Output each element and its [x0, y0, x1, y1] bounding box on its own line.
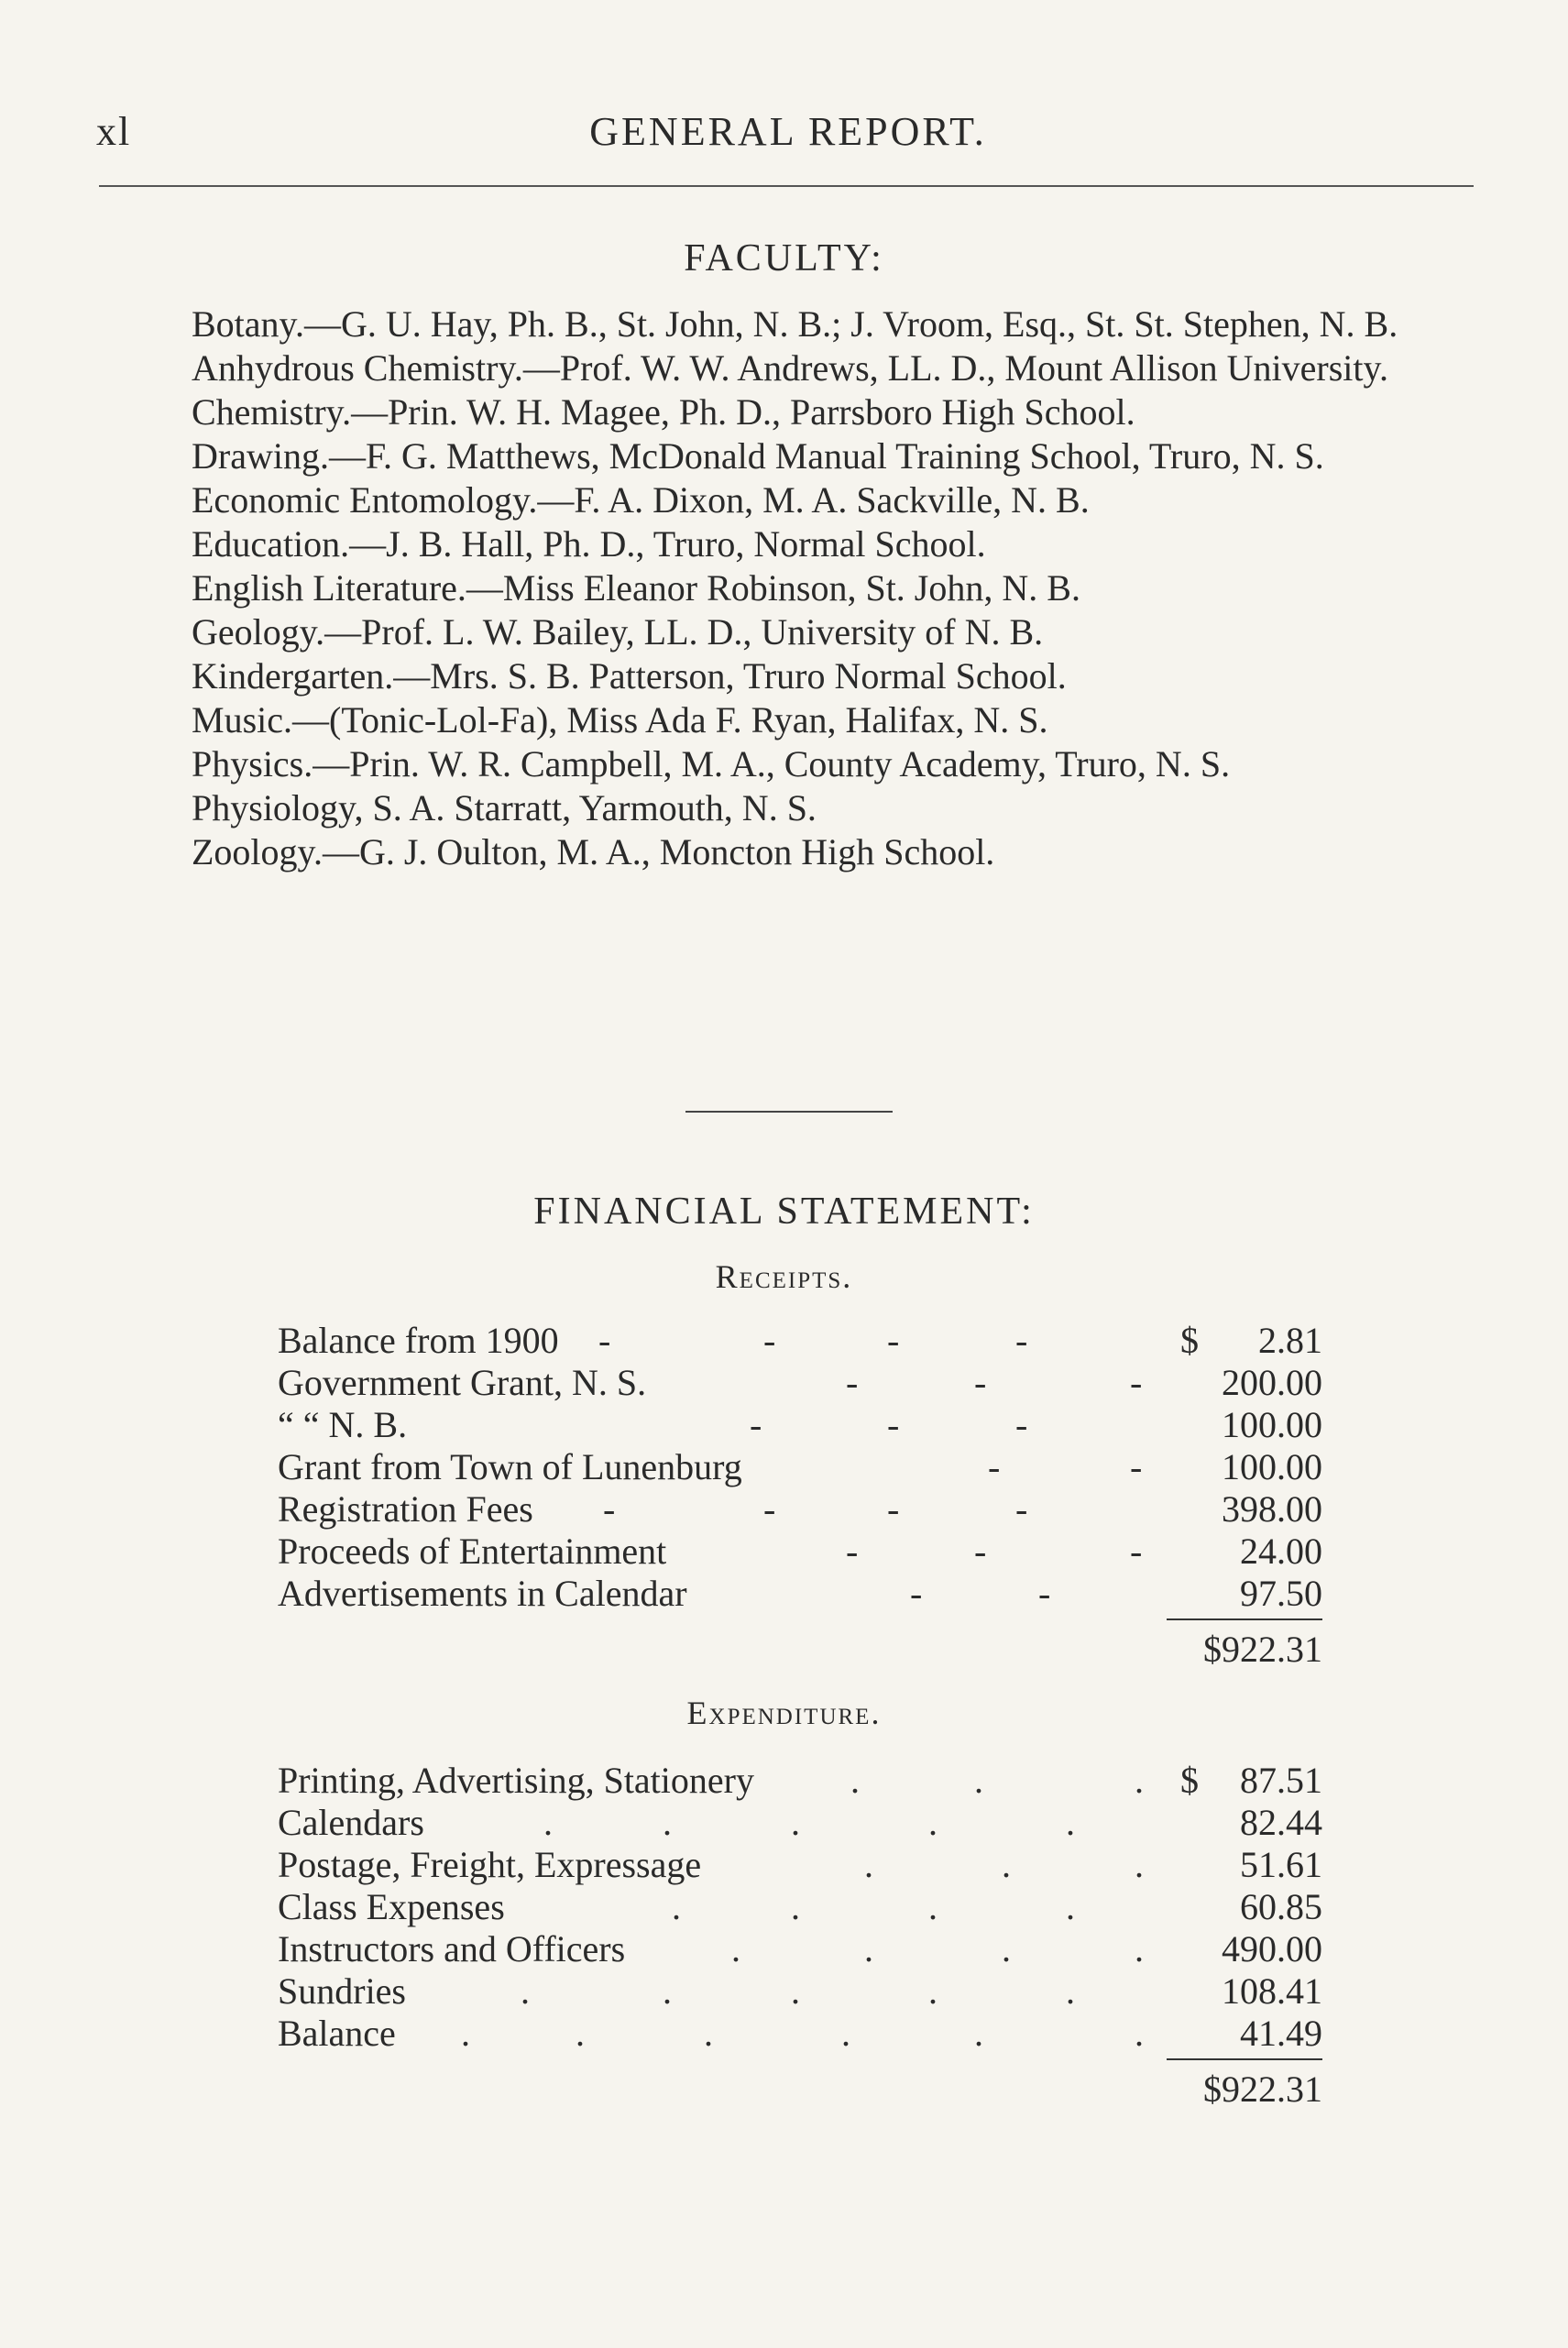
receipt-row: [278, 1446, 1322, 1488]
faculty-entry: English Literature.—Miss Eleanor Robinson, St. John, N. B.: [192, 567, 1080, 609]
leader-dots: . . .: [864, 1844, 1144, 1885]
receipt-label: Advertisements in Calendar: [278, 1573, 687, 1614]
financial-title: FINANCIAL STATEMENT:: [533, 1190, 1035, 1233]
expense-label: Instructors and Officers: [278, 1928, 626, 1969]
leader-dots: - - - -: [598, 1320, 1028, 1361]
faculty-entry: Drawing.—F. G. Matthews, McDonald Manual Training School, Truro, N. S.: [192, 435, 1324, 477]
page-number: xl: [96, 109, 132, 154]
expense-amount: 490.00: [1222, 1928, 1322, 1969]
faculty-entry: Economic Entomology.—F. A. Dixon, M. A. Sackville, N. B.: [192, 479, 1090, 521]
leader-dots: - - -: [846, 1362, 1143, 1403]
receipts-table: [278, 1320, 1322, 1670]
receipt-label: Proceeds of Entertainment: [278, 1531, 667, 1572]
expenditure-title: Expenditure.: [686, 1695, 882, 1731]
expense-amount: 60.85: [1240, 1886, 1322, 1927]
header-rule: [99, 185, 1474, 187]
section-divider: [685, 1111, 893, 1113]
leader-dots: . . . . .: [521, 1970, 1075, 2012]
expense-label: Calendars: [278, 1802, 424, 1843]
receipt-label: “ “ N. B.: [278, 1404, 408, 1445]
leader-dots: - - - -: [603, 1488, 1028, 1530]
receipt-row: [278, 1531, 1322, 1573]
expense-label: Class Expenses: [278, 1886, 505, 1927]
receipt-amount: 200.00: [1222, 1362, 1322, 1403]
sum-rule: [1167, 2058, 1322, 2060]
faculty-entry: Physiology, S. A. Starratt, Yarmouth, N. S.: [192, 787, 817, 828]
leader-dots: - - -: [750, 1404, 1028, 1445]
expense-amount: 41.49: [1240, 2013, 1322, 2054]
receipt-row: [278, 1404, 1322, 1446]
faculty-list: [96, 302, 1480, 874]
expense-amount: 82.44: [1240, 1802, 1322, 1843]
receipt-amount: 100.00: [1222, 1446, 1322, 1487]
leader-dots: . . . .: [672, 1886, 1075, 1927]
faculty-title: FACULTY:: [684, 237, 884, 280]
expense-total: $922.31: [1203, 2068, 1322, 2110]
receipt-amount: 100.00: [1222, 1404, 1322, 1445]
receipt-amount: 2.81: [1258, 1320, 1322, 1361]
receipt-total: $922.31: [1203, 1629, 1322, 1670]
expense-label: Printing, Advertising, Stationery: [278, 1760, 754, 1801]
receipt-amount: 97.50: [1240, 1573, 1322, 1614]
receipt-label: Grant from Town of Lunenburg: [278, 1446, 742, 1487]
receipt-row: [278, 1573, 1322, 1615]
faculty-entry: Geology.—Prof. L. W. Bailey, LL. D., University of N. B.: [192, 611, 1044, 653]
receipt-row: [278, 1488, 1322, 1531]
receipt-label: Registration Fees: [278, 1488, 533, 1530]
receipt-amount: 24.00: [1240, 1531, 1322, 1572]
expense-label: Balance: [278, 2013, 396, 2054]
expense-row: [278, 1760, 1322, 1802]
leader-dots: . . . . .: [543, 1802, 1075, 1843]
expense-row: [278, 1844, 1322, 1886]
receipt-label: Balance from 1900: [278, 1320, 559, 1361]
receipts-title: Receipts.: [715, 1258, 853, 1295]
leader-dots: . . . . . .: [461, 2013, 1144, 2054]
receipt-label: Government Grant, N. S.: [278, 1362, 647, 1403]
faculty-entry: Education.—J. B. Hall, Ph. D., Truro, Normal School.: [192, 523, 986, 565]
leader-dots: - - -: [846, 1531, 1143, 1572]
faculty-entry: Physics.—Prin. W. R. Campbell, M. A., County Academy, Truro, N. S.: [192, 743, 1231, 784]
expense-amount: 51.61: [1240, 1844, 1322, 1885]
expense-row: [278, 1928, 1322, 1970]
leader-dots: . . . .: [731, 1928, 1144, 1969]
expense-label: Sundries: [278, 1970, 406, 2012]
faculty-entry: Anhydrous Chemistry.—Prof. W. W. Andrews, LL. D., Mount Allison University.: [192, 347, 1388, 389]
expenditure-table: [278, 1760, 1322, 2110]
faculty-entry: Kindergarten.—Mrs. S. B. Patterson, Truro Normal School.: [192, 655, 1067, 697]
currency-symbol: $: [1180, 1320, 1199, 1361]
expense-row: [278, 1970, 1322, 2013]
running-head: GENERAL REPORT.: [589, 109, 987, 154]
leader-dots: - -: [988, 1446, 1143, 1487]
faculty-entry: Music.—(Tonic-Lol-Fa), Miss Ada F. Ryan, Halifax, N. S.: [192, 699, 1048, 741]
sum-rule: [1167, 1618, 1322, 1620]
expense-row: [278, 2013, 1322, 2055]
receipt-amount: 398.00: [1222, 1488, 1322, 1530]
expense-row: [278, 1802, 1322, 1844]
leader-dots: . . .: [850, 1760, 1144, 1801]
faculty-entry: Chemistry.—Prin. W. H. Magee, Ph. D., Parrsboro High School.: [192, 391, 1135, 433]
faculty-entry: Zoology.—G. J. Oulton, M. A., Moncton High School.: [192, 831, 995, 872]
receipt-row: [278, 1362, 1322, 1404]
expense-row: [278, 1886, 1322, 1928]
page-header: [96, 108, 1480, 163]
leader-dots: - -: [910, 1573, 1051, 1614]
expense-amount: 87.51: [1240, 1760, 1322, 1801]
currency-symbol: $: [1180, 1760, 1199, 1801]
receipt-row: [278, 1320, 1322, 1362]
faculty-entry: Botany.—G. U. Hay, Ph. B., St. John, N. B.; J. Vroom, Esq., St. St. Stephen, N. B.: [192, 303, 1398, 345]
expense-label: Postage, Freight, Expressage: [278, 1844, 702, 1885]
expense-amount: 108.41: [1222, 1970, 1322, 2012]
